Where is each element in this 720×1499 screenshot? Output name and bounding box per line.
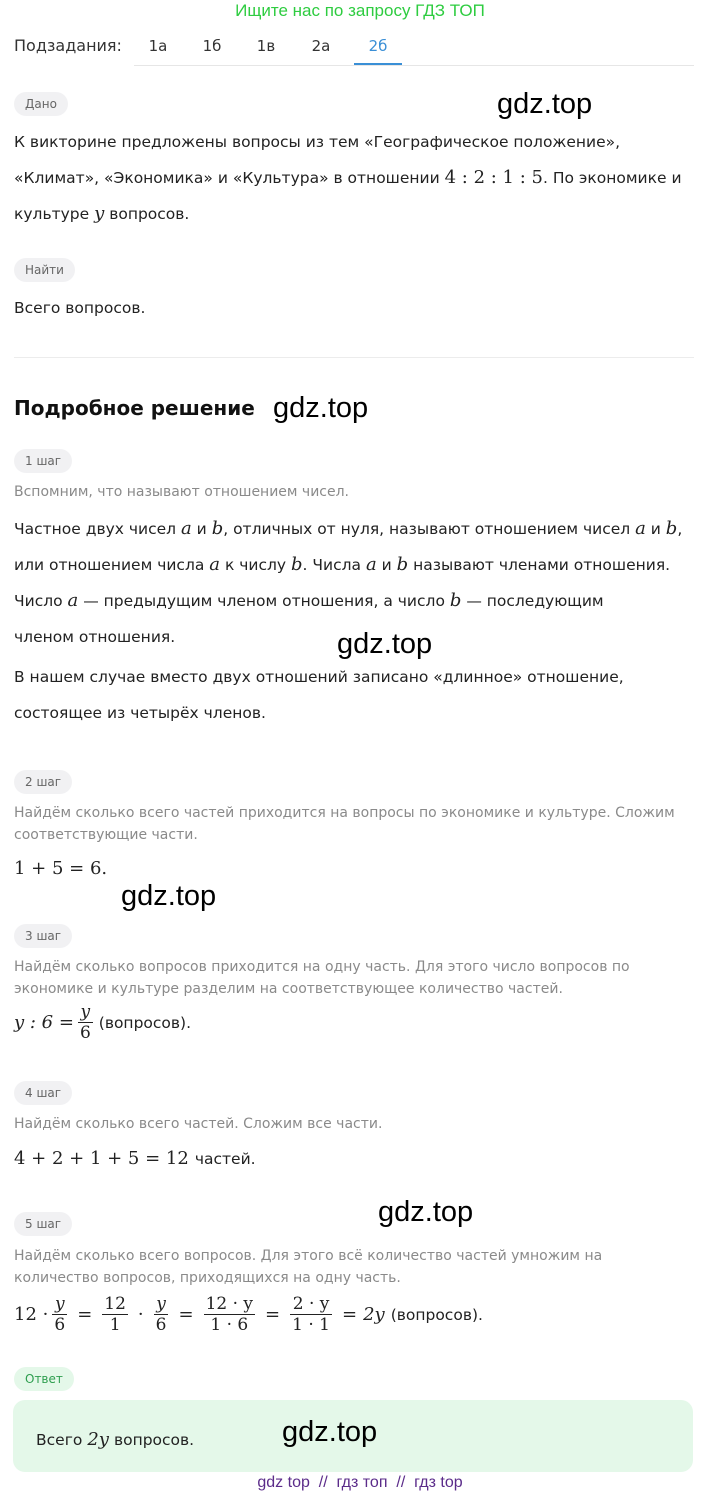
step-1-line-1: Частное двух чисел a и b, отличных от нуля, называют отношением чисел a и b, [14,518,683,539]
step-1-line-3: Число a — предыдущим членом отношения, а число b — последующим [14,590,604,611]
watermark: gdz.top [337,628,433,660]
tab-2b[interactable]: 2б [368,37,388,55]
active-tab-indicator [354,63,402,65]
step-3-hint: Найдём сколько вопросов приходится на одну часть. Для этого число вопросов по экономике и культуре разделим на соответствующее количество частей. [14,959,630,997]
tab-1a[interactable]: 1а [148,37,168,55]
solution-title: Подробное решение [14,396,255,420]
subtasks-label: Подзадания: [14,36,122,55]
watermark: gdz.top [378,1196,474,1228]
step-1-line-6: состоящее из четырёх членов. [14,704,266,722]
step-2-formula: 1 + 5 = 6. [14,858,108,879]
watermark: gdz.top [121,880,217,912]
step-1-badge: 1 шаг [14,449,72,473]
footer-links[interactable]: gdz top // гдз топ // гдз top [257,1474,463,1491]
step-4-badge: 4 шаг [14,1081,72,1105]
step-1-line-4: членом отношения. [14,628,176,646]
step-5-badge: 5 шаг [14,1212,72,1236]
step-5-formula: 12 · $\frac{y}{6}$ = $\frac{12}{1}$ · $\frac{y}{6}$ = $\frac{12 \cdot y}{1 \cdot 6}$ = $\frac{2 \cdot y}{1 \cdot 1}$ = 2y (вопросов). [14,1294,483,1335]
fraction: $\frac{y}{6}$ [79,1002,91,1043]
answer-badge: Ответ [14,1367,74,1391]
ratio: 4 : 2 : 1 : 5 [444,167,543,188]
step-4-formula: 4 + 2 + 1 + 5 = 12 частей. [14,1148,256,1169]
watermark: gdz.top [497,88,593,120]
step-1-text [14,511,704,731]
step-3-badge: 3 шаг [14,924,72,948]
tab-2a[interactable]: 2а [311,37,331,55]
find-text: Всего вопросов. [14,299,146,317]
given-line-1: К викторине предложены вопросы из тем «Географическое положение», [14,133,621,151]
given-line-3: культуре y вопросов. [14,203,190,224]
tabs-divider [134,65,694,66]
step-2-badge: 2 шаг [14,770,72,794]
step-1-line-5: В нашем случае вместо двух отношений записано «длинное» отношение, [14,668,624,686]
given-text [14,124,704,232]
section-divider [14,357,694,358]
step-2-hint: Найдём сколько всего частей приходится на вопросы по экономике и культуре. Сложим соответствующие части. [14,805,675,843]
given-badge: Дано [14,92,68,116]
find-badge: Найти [14,258,75,282]
step-4-hint: Найдём сколько всего частей. Сложим все части. [14,1116,383,1132]
given-line-2: «Климат», «Экономика» и «Культура» в отношении 4 : 2 : 1 : 5. По экономике и [14,167,682,188]
tab-1b[interactable]: 1б [202,37,222,55]
step-1-line-2: или отношением числа a к числу b. Числа a и b называют членами отношения. [14,554,671,575]
tab-1v[interactable]: 1в [256,37,276,55]
step-3-formula: y : 6 = $\frac{y}{6}$ (вопросов). [14,1002,192,1043]
watermark: gdz.top [273,392,369,424]
answer-text: Всего 2y вопросов. [36,1429,195,1450]
step-5-hint: Найдём сколько всего вопросов. Для этого всё количество частей умножим на количество вопросов, приходящихся на одну часть. [14,1248,603,1286]
step-1-hint: Вспомним, что называют отношением чисел. [14,484,350,500]
watermark: gdz.top [282,1416,378,1448]
promo-banner: Ищите нас по запросу ГДЗ ТОП [235,1,485,20]
